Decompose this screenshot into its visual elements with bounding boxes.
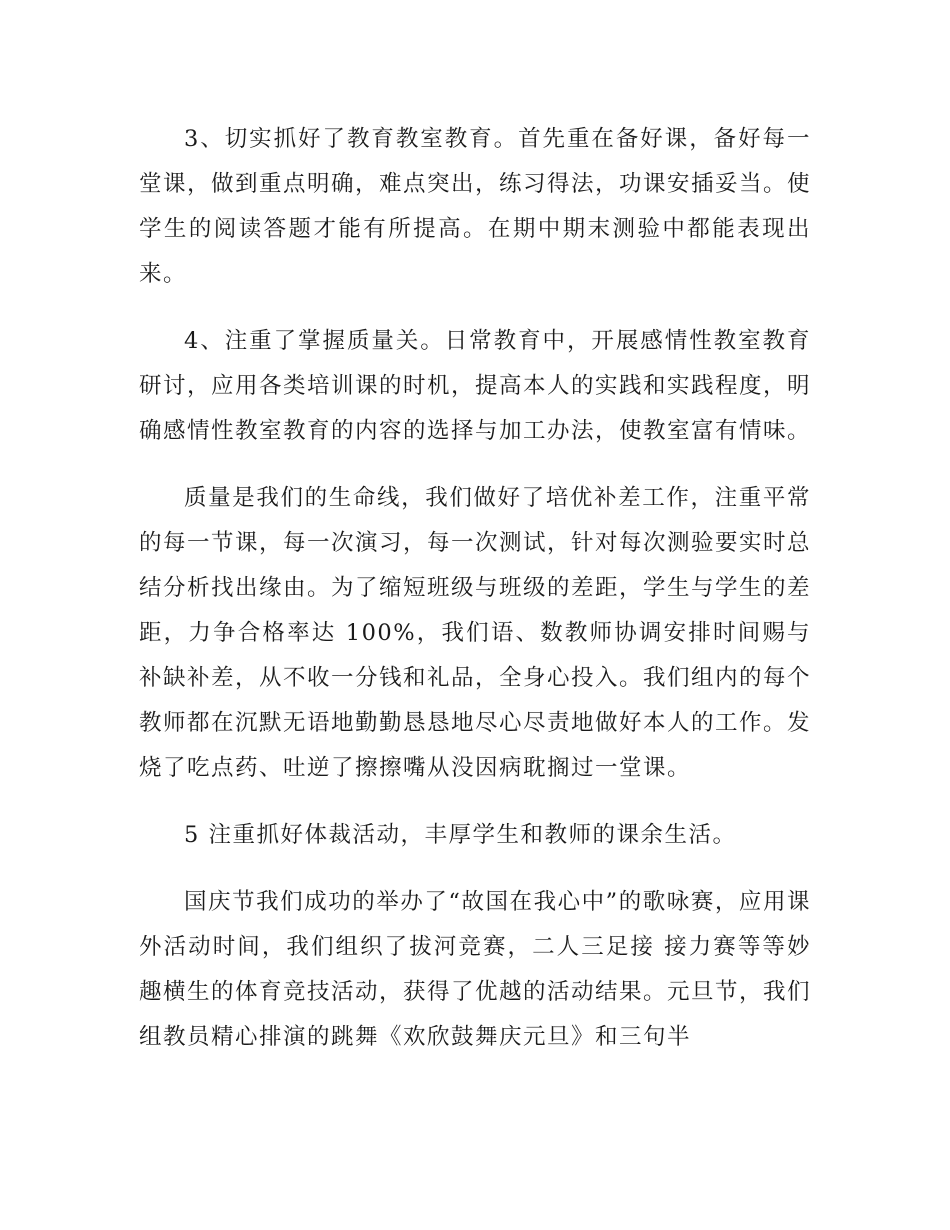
- document-body: [139, 117, 811, 1082]
- paragraph-national-day: 国庆节我们成功的举办了“故国在我心中”的歌咏赛，应用课外活动时间，我们组织了拔河竞赛，二人三足接 接力赛等等妙趣横生的体育竞技活动，获得了优越的活动结果。元旦节，我们组教员精心排演的跳舞《欢欣鼓舞庆元旦》和三句半: [139, 889, 812, 1050]
- paragraph-activities-heading: 5 注重抓好体裁活动，丰厚学生和教师的课余生活。: [184, 822, 737, 848]
- paragraph-quality-lifeline: 质量是我们的生命线，我们做好了培优补差工作，注重平常的每一节课，每一次演习，每一次测试，针对每次测验要实时总结分析找出缘由。为了缩短班级与班级的差距，学生与学生的差距，力争合格率达 100%，我们语、数教师协调安排时间赐与补缺补差，从不收一分钱和礼品，全身心投入。我们组内的每个教师都在沉默无语地勤勤恳恳地尽心尽责地做好本人的工作。发烧了吃点药、吐逆了擦擦嘴从没因病耽搁过一堂课。: [139, 485, 812, 781]
- paragraph-quality-control: 4、注重了掌握质量关。日常教育中，开展感情性教室教育研讨，应用各类培训课的时机，提高本人的实践和实践程度，明确感情性教室教育的内容的选择与加工办法，使教室富有情味。: [139, 328, 812, 444]
- paragraph-teaching-quality: 3、切实抓好了教育教室教育。首先重在备好课，备好每一堂课，做到重点明确，难点突出，练习得法，功课安插妥当。使学生的阅读答题才能有所提高。在期中期末测验中都能表现出来。: [139, 126, 812, 287]
